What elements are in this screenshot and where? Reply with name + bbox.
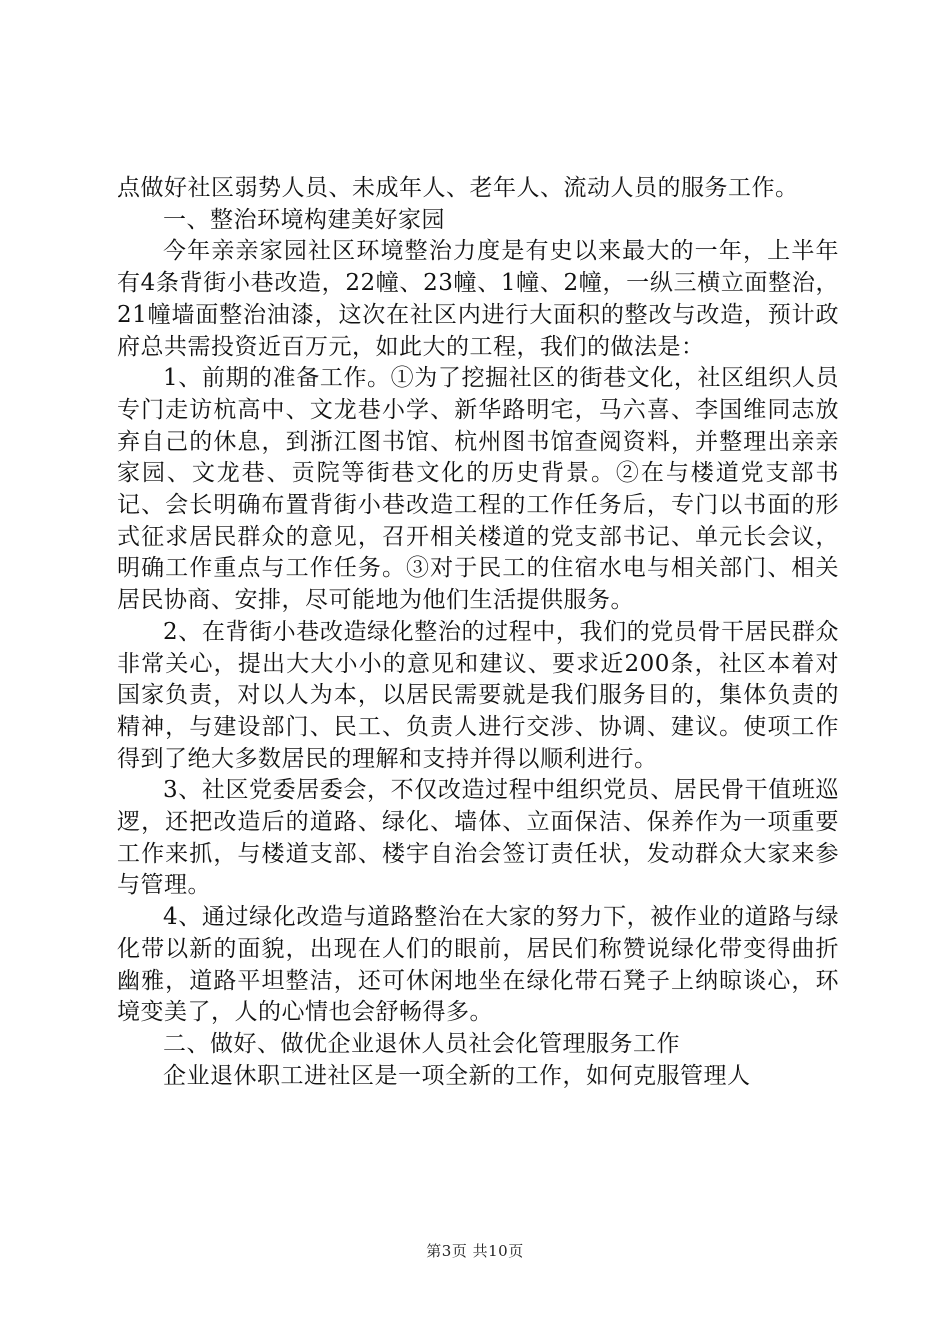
section-heading-1: 一、整治环境构建美好家园	[163, 206, 445, 233]
paragraph-environment-intro: 今年亲亲家园社区环境整治力度是有史以来最大的一年，上半年有4条背街小巷改造，22幢、23幢、1幢、2幢，一纵三横立面整治，21幢墙面整治油漆，这次在社区内进行大面积的整改与改造，预计政府总共需投资近百万元，如此大的工程，我们的做法是：	[117, 238, 839, 360]
section-heading-2: 二、做好、做优企业退休人员社会化管理服务工作	[163, 1030, 680, 1057]
paragraph-item-2: 2、在背街小巷改造绿化整治的过程中，我们的党员骨干居民群众非常关心，提出大大小小的意见和建议、要求近200条，社区本着对国家负责，对以人为本，以居民需要就是我们服务目的，集体负责的精神，与建设部门、民工、负责人进行交涉、协调、建议。使项工作得到了绝大多数居民的理解和支持并得以顺利进行。	[117, 618, 839, 772]
paragraph-item-4: 4、通过绿化改造与道路整治在大家的努力下，被作业的道路与绿化带以新的面貌，出现在人们的眼前，居民们称赞说绿化带变得曲折幽雅，道路平坦整洁，还可休闲地坐在绿化带石凳子上纳晾谈心，环境变美了，人的心情也会舒畅得多。	[117, 904, 839, 1026]
document-body	[117, 173, 839, 1092]
paragraph-item-1: 1、前期的准备工作。①为了挖掘社区的街巷文化，社区组织人员专门走访杭高中、文龙巷小学、新华路明宅，马六喜、李国维同志放弃自己的休息，到浙江图书馆、杭州图书馆查阅资料，并整理出亲亲家园、文龙巷、贡院等街巷文化的历史背景。②在与楼道党支部书记、会长明确布置背街小巷改造工程的工作任务后，专门以书面的形式征求居民群众的意见，召开相关楼道的党支部书记、单元长会议，明确工作重点与工作任务。③对于民工的住宿水电与相关部门、相关居民协商、安排，尽可能地为他们生活提供服务。	[117, 365, 839, 614]
page-footer: 第3页 共10页	[426, 1242, 524, 1260]
paragraph-retirees-intro: 企业退休职工进社区是一项全新的工作，如何克服管理人	[163, 1062, 751, 1089]
paragraph-continuation: 点做好社区弱势人员、未成年人、老年人、流动人员的服务工作。	[117, 175, 799, 201]
paragraph-item-3: 3、社区党委居委会，不仅改造过程中组织党员、居民骨干值班巡逻，还把改造后的道路、绿化、墙体、立面保洁、保养作为一项重要工作来抓，与楼道支部、楼宇自治会签订责任状，发动群众大家来参与管理。	[117, 777, 839, 899]
